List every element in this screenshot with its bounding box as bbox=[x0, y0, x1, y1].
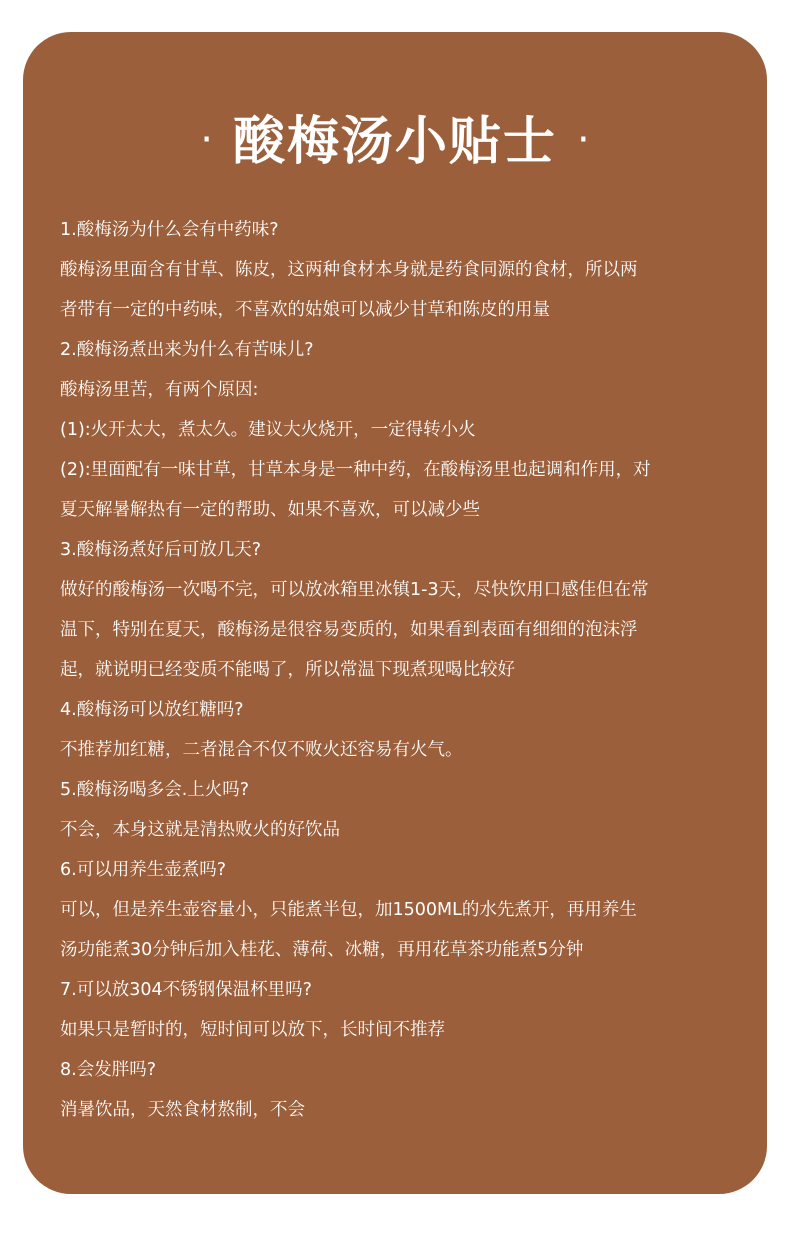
answer-4-line-1: 不推荐加红糖，二者混合不仅不败火还容易有火气。 bbox=[60, 740, 463, 760]
answer-6-line-1: 可以，但是养生壶容量小，只能煮半包，加1500ML的水先煮开，再用养生 bbox=[60, 900, 637, 920]
answer-3-line-3: 起，就说明已经变质不能喝了，所以常温下现煮现喝比较好 bbox=[60, 660, 515, 680]
answer-6-line-2: 汤功能煮30分钟后加入桂花、薄荷、冰糖，再用花草茶功能煮5分钟 bbox=[60, 940, 584, 960]
answer-2-line-3: (2):里面配有一味甘草，甘草本身是一种中药，在酸梅汤里也起调和作用，对 bbox=[60, 460, 651, 480]
question-1: 1.酸梅汤为什么会有中药味? bbox=[60, 220, 279, 240]
question-6: 6.可以用养生壶煮吗? bbox=[60, 860, 226, 880]
tips-content bbox=[60, 210, 740, 1130]
page-title: 酸梅汤小贴士 bbox=[232, 111, 557, 172]
answer-3-line-2: 温下，特别在夏天，酸梅汤是很容易变质的，如果看到表面有细细的泡沫浮 bbox=[60, 620, 638, 640]
title-row bbox=[23, 102, 767, 182]
question-5: 5.酸梅汤喝多会.上火吗? bbox=[60, 780, 250, 800]
answer-2-line-2: (1):火开太大，煮太久。建议大火烧开，一定得转小火 bbox=[60, 420, 476, 440]
question-4: 4.酸梅汤可以放红糖吗? bbox=[60, 700, 244, 720]
question-2: 2.酸梅汤煮出来为什么有苦味儿? bbox=[60, 340, 314, 360]
tips-card bbox=[23, 32, 767, 1194]
title-dot-right: · bbox=[577, 117, 590, 163]
answer-7-line-1: 如果只是暂时的，短时间可以放下，长时间不推荐 bbox=[60, 1020, 445, 1040]
answer-5-line-1: 不会，本身这就是清热败火的好饮品 bbox=[60, 820, 340, 840]
title-dot-left: · bbox=[200, 117, 213, 163]
answer-2-line-4: 夏天解暑解热有一定的帮助、如果不喜欢，可以减少些 bbox=[60, 500, 480, 520]
answer-1-line-2: 者带有一定的中药味，不喜欢的姑娘可以减少甘草和陈皮的用量 bbox=[60, 300, 550, 320]
question-3: 3.酸梅汤煮好后可放几天? bbox=[60, 540, 261, 560]
question-8: 8.会发胖吗? bbox=[60, 1060, 156, 1080]
answer-2-line-1: 酸梅汤里苦，有两个原因: bbox=[60, 380, 259, 400]
question-7: 7.可以放304不锈钢保温杯里吗? bbox=[60, 980, 312, 1000]
answer-1-line-1: 酸梅汤里面含有甘草、陈皮，这两种食材本身就是药食同源的食材，所以两 bbox=[60, 260, 638, 280]
answer-3-line-1: 做好的酸梅汤一次喝不完，可以放冰箱里冰镇1-3天，尽快饮用口感佳但在常 bbox=[60, 580, 649, 600]
answer-8-line-1: 消暑饮品，天然食材熬制，不会 bbox=[60, 1100, 305, 1120]
